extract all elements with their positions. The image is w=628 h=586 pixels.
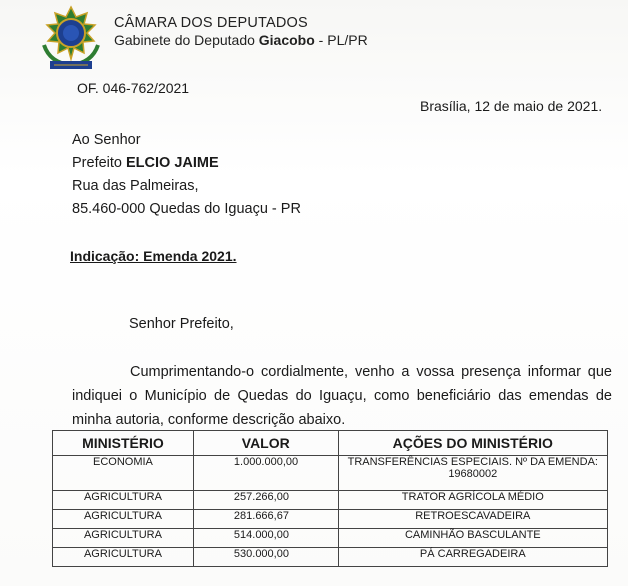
body-text: Cumprimentando-o cordialmente, venho a vossa presença informar que indiquei o Município de Quedas do Iguaçu, como beneficiário das emendas de minha autoria, conforme descrição abaixo. (72, 364, 612, 428)
date-line: Brasília, 12 de maio de 2021. (420, 98, 603, 114)
ministry-cell: AGRICULTURA (53, 491, 194, 510)
value-cell: 257.266,00 (193, 491, 338, 510)
ministry-cell: ECONOMIA (53, 456, 194, 491)
header-ministry: MINISTÉRIO (53, 431, 194, 456)
header-value: VALOR (193, 431, 338, 456)
recipient-city: 85.460-000 Quedas do Iguaçu - PR (72, 201, 301, 217)
table-header-row (53, 431, 608, 456)
indication-heading: Indicação: Emenda 2021. (70, 248, 237, 264)
action-cell: TRATOR AGRÍCOLA MÉDIO (338, 491, 607, 510)
value-cell: 1.000.000,00 (193, 456, 338, 491)
brazil-coat-of-arms-icon (36, 5, 106, 73)
recipient-name-line (72, 155, 219, 171)
table-row (53, 548, 608, 567)
action-cell: PÁ CARREGADEIRA (338, 548, 607, 567)
recipient-greeting: Ao Senhor (72, 132, 141, 148)
ministry-cell: AGRICULTURA (53, 548, 194, 567)
deputy-name: Giacobo (258, 32, 315, 48)
amendments-table (52, 430, 608, 567)
organization-name: CÂMARA DOS DEPUTADOS (114, 15, 308, 31)
action-cell: RETROESCAVADEIRA (338, 510, 607, 529)
action-cell: CAMINHÃO BASCULANTE (338, 529, 607, 548)
header-actions: AÇÕES DO MINISTÉRIO (338, 431, 607, 456)
table-row (53, 510, 608, 529)
value-cell: 281.666,67 (193, 510, 338, 529)
office-suffix: - PL/PR (314, 32, 368, 48)
document-reference: OF. 046-762/2021 (77, 80, 190, 96)
office-line (114, 32, 368, 48)
recipient-street: Rua das Palmeiras, (72, 178, 199, 194)
recipient-name: ELCIO JAIME (126, 155, 219, 171)
table-row (53, 529, 608, 548)
recipient-title: Prefeito (72, 155, 126, 171)
ministry-cell: AGRICULTURA (53, 510, 194, 529)
table-row (53, 456, 608, 491)
body-paragraph (72, 360, 612, 432)
value-cell: 530.000,00 (193, 548, 338, 567)
table-row (53, 491, 608, 510)
action-cell: TRANSFERÊNCIAS ESPECIAIS. Nº DA EMENDA: 19680002 (338, 456, 607, 491)
salutation: Senhor Prefeito, (129, 316, 234, 332)
ministry-cell: AGRICULTURA (53, 529, 194, 548)
office-prefix: Gabinete do Deputado (114, 32, 259, 48)
value-cell: 514.000,00 (193, 529, 338, 548)
